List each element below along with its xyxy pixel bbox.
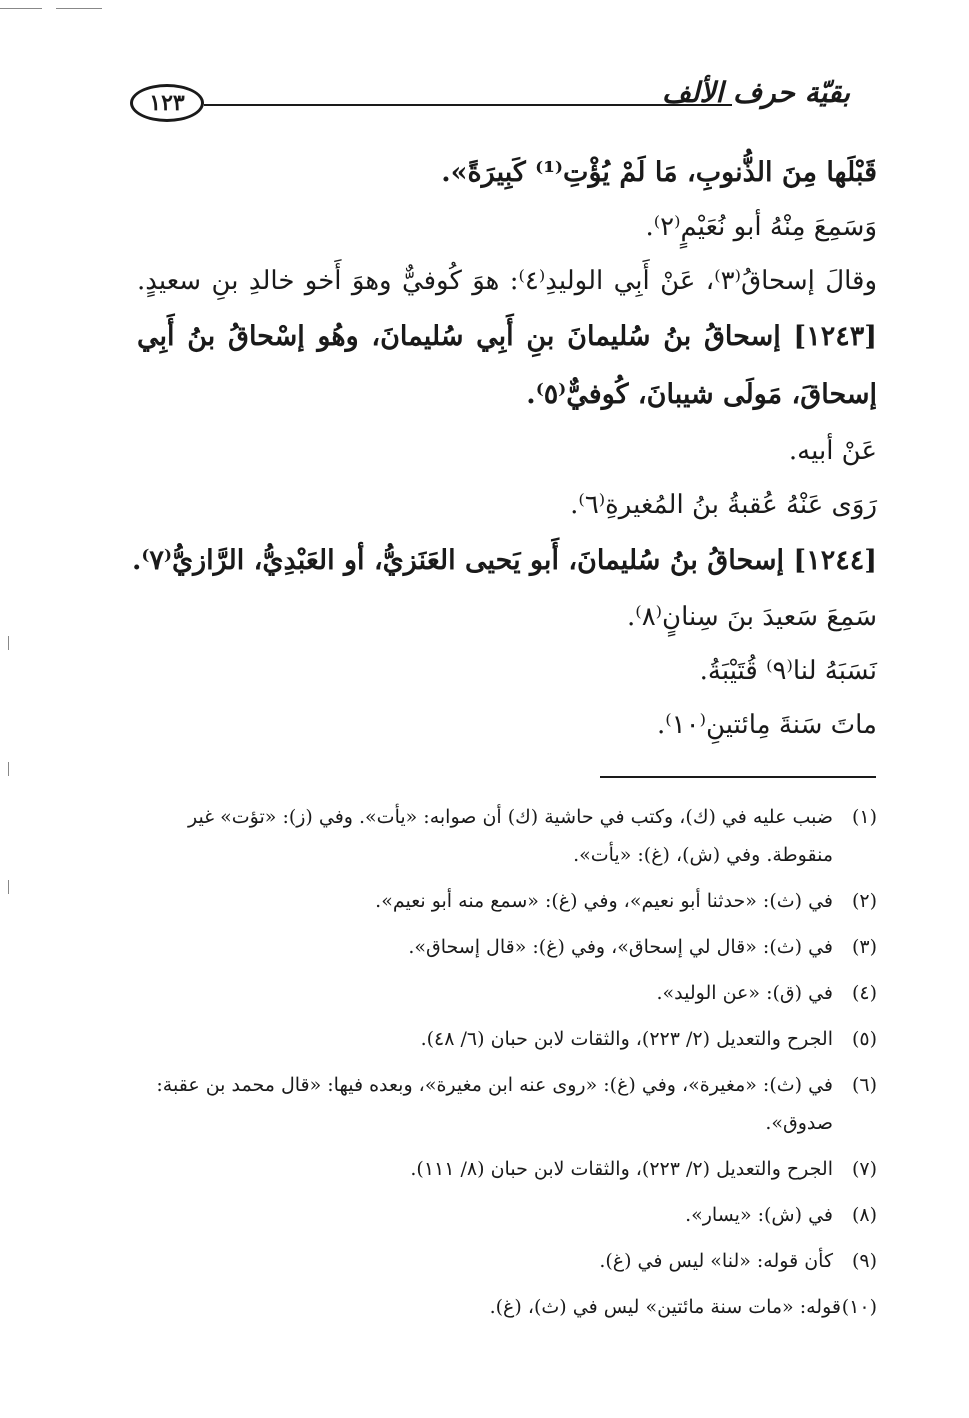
footnote-text: في (ث): «حدثنا أبو نعيم»، وفي (غ): «سمع منه أبو نعيم».: [375, 890, 833, 912]
footnote: [137, 928, 877, 966]
entry-heading: [١٢٤٣] إسحاقُ بنُ سُليمانَ بنِ أَبِي سُليمانَ، وهُو إسْحاقُ بنُ أَبِي: [137, 321, 877, 352]
footnote-text: في (ث): «مغيرة»، وفي (غ): «روى عنه ابن مغيرة»، وبعده فيها: «قال محمد بن عقبة: صدوق».: [156, 1074, 833, 1134]
footnote-text: في (ش): «يسار».: [685, 1204, 833, 1226]
footnote-text: الجرح والتعديل (٢/ ٢٢٣)، والثقات لابن حبان (٨/ ١١١).: [410, 1158, 833, 1180]
footnote-number: (٦): [851, 1074, 877, 1096]
footnote: [137, 1242, 877, 1280]
margin-tick: [8, 880, 9, 894]
text-line: نَسَبَهُ لنا⁽٩⁾ قُتَيْبَةُ.: [699, 656, 877, 686]
corner-rule-left: [0, 8, 42, 9]
footnote-number: (١٠): [841, 1296, 877, 1318]
page-number: ١٢٣: [130, 84, 204, 122]
footnote-number: (٧): [851, 1158, 877, 1180]
footnote: [137, 798, 877, 874]
entry-heading-cont: إسحاقَ، مَولَى شيبانَ، كُوفيٌّ⁽٥⁾.: [526, 379, 877, 410]
footnote: [137, 1196, 877, 1234]
text-line: ماتَ سَنةَ مِائتينِ⁽١٠⁾.: [657, 710, 877, 740]
text-line: رَوَى عَنْهُ عُقبةُ بنُ المُغيرةِ⁽٦⁾.: [570, 490, 877, 520]
footnote-text: قوله: «مات سنة مائتين» ليس في (ث)، (غ).: [489, 1296, 841, 1318]
text-line: وقالَ إسحاقُ⁽٣⁾، عَنْ أَبِي الوليدِ⁽٤⁾: هوَ كُوفيٌّ وهوَ أَخو خالدِ بنِ سعيدٍ.: [137, 266, 878, 296]
footnote-number: (٣): [851, 936, 877, 958]
text-line: عَنْ أبيه.: [788, 436, 877, 466]
footnote: [137, 1020, 877, 1058]
footnote: [137, 1066, 877, 1142]
text-line: سَمِعَ سَعيدَ بنَ سِنانٍ⁽٨⁾.: [627, 602, 877, 632]
page-header: [120, 76, 850, 134]
footnote-number: (٢): [851, 890, 877, 912]
footnote: [137, 882, 877, 920]
footnote-text: الجرح والتعديل (٢/ ٢٢٣)، والثقات لابن حبان (٦/ ٤٨).: [420, 1028, 833, 1050]
header-rule: [204, 104, 732, 106]
footnote-separator: [600, 776, 876, 778]
running-title: بقيّة حرف الألف: [662, 76, 850, 109]
footnote-text: في (ق): «عن الوليد».: [656, 982, 833, 1004]
text-line: قَبْلَها مِنَ الذُّنوبِ، مَا لَمْ يُؤْتِ⁽¹⁾ كَبِيرَةً».: [441, 157, 877, 188]
footnotes: [137, 798, 877, 1334]
footnote-number: (٩): [851, 1250, 877, 1272]
corner-rule-right: [56, 8, 102, 9]
footnote: [137, 1150, 877, 1188]
margin-tick: [8, 636, 9, 650]
footnote-text: ضبب عليه في (ك)، وكتب في حاشية (ك) أن صوابه: «يأت». وفي (ز): «تؤت» غير منقوطة. وفي (ش)، (غ): «يأت».: [187, 806, 833, 866]
footnote-number: (٥): [851, 1028, 877, 1050]
footnote: [137, 1288, 877, 1326]
footnote-number: (٨): [851, 1204, 877, 1226]
text-line: وَسَمِعَ مِنْهُ أبو نُعَيْمٍ⁽٢⁾.: [645, 212, 877, 242]
footnote-number: (٤): [851, 982, 877, 1004]
margin-tick: [8, 762, 9, 776]
footnote: [137, 974, 877, 1012]
footnote-number: (١): [851, 806, 877, 828]
footnote-text: في (ث): «قال لي إسحاق»، وفي (غ): «قال إسحاق».: [408, 936, 833, 958]
entry-heading: [١٢٤٤] إسحاقُ بنُ سُليمانَ، أَبو يَحيى العَنَزيُّ، أو العَبْدِيُّ، الرَّازيُّ⁽٧⁾.: [131, 545, 877, 576]
main-text: [131, 146, 878, 752]
footnote-text: كأن قوله: «لنا» ليس في (غ).: [599, 1250, 833, 1272]
